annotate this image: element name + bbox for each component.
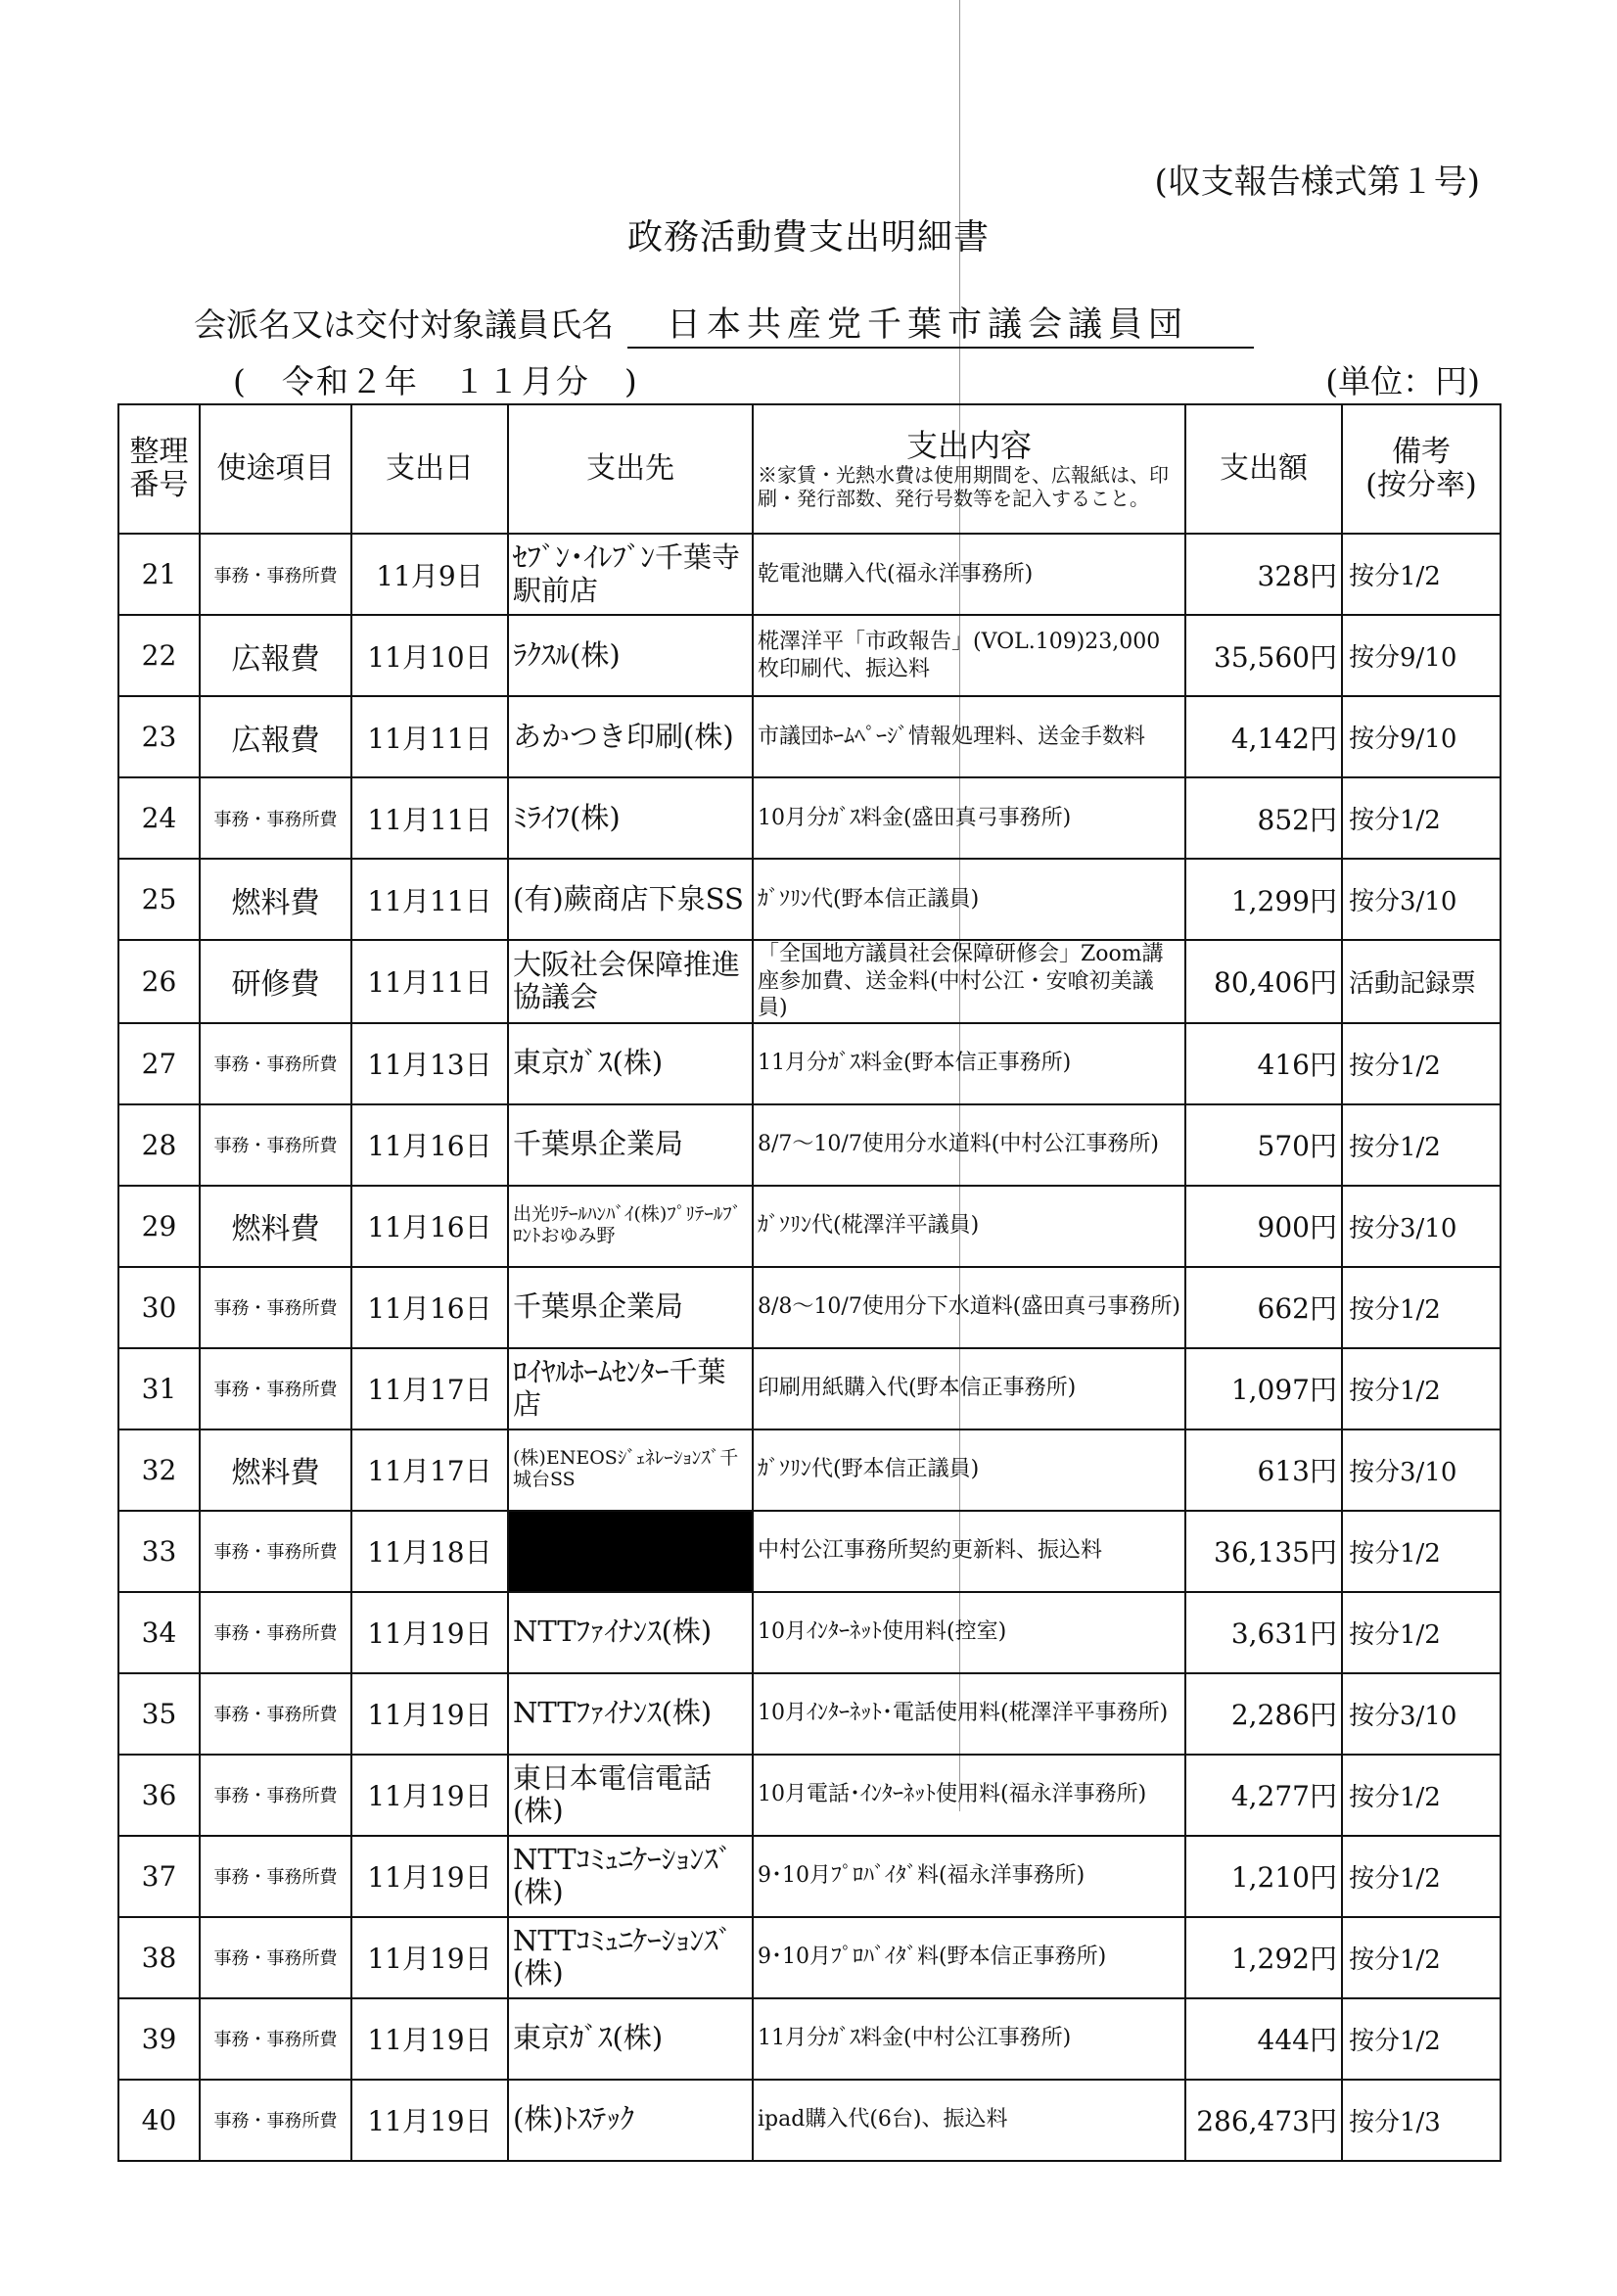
row-number: 37 bbox=[118, 1836, 200, 1917]
row-date: 11月18日 bbox=[351, 1511, 508, 1592]
row-payee: 出光ﾘﾃｰﾙﾊﾝﾊﾞｲ(株)ﾌﾟﾘﾃｰﾙﾌﾞﾛﾝﾄおゆみ野 bbox=[508, 1186, 753, 1267]
row-note: 按分1/2 bbox=[1342, 777, 1501, 859]
row-date: 11月13日 bbox=[351, 1023, 508, 1104]
row-category: 広報費 bbox=[200, 696, 351, 777]
row-payee: 東京ｶﾞｽ(株) bbox=[508, 1023, 753, 1104]
row-payee: 東日本電信電話(株) bbox=[508, 1755, 753, 1836]
faction-name: 日本共産党千葉市議会議員団 bbox=[627, 298, 1254, 349]
row-date: 11月19日 bbox=[351, 1673, 508, 1755]
row-number: 30 bbox=[118, 1267, 200, 1348]
row-note: 按分1/2 bbox=[1342, 1836, 1501, 1917]
row-note: 按分1/2 bbox=[1342, 1917, 1501, 1998]
row-description: 「全国地方議員社会保障研修会」Zoom講座参加費、送金料(中村公江・安喰初美議員) bbox=[753, 940, 1185, 1023]
row-category: 事務・事務所費 bbox=[200, 777, 351, 859]
row-description: 9･10月ﾌﾟﾛﾊﾞｲﾀﾞ料(野本信正事務所) bbox=[753, 1917, 1185, 1998]
row-amount: 1,097円 bbox=[1185, 1348, 1342, 1429]
table-row bbox=[118, 1917, 1501, 1998]
row-category: 事務・事務所費 bbox=[200, 1267, 351, 1348]
row-description: 印刷用紙購入代(野本信正事務所) bbox=[753, 1348, 1185, 1429]
redacted-payee bbox=[508, 1511, 753, 1592]
row-date: 11月19日 bbox=[351, 1755, 508, 1836]
row-category: 燃料費 bbox=[200, 1429, 351, 1511]
row-amount: 35,560円 bbox=[1185, 615, 1342, 696]
row-amount: 1,299円 bbox=[1185, 859, 1342, 940]
row-note: 按分1/2 bbox=[1342, 1104, 1501, 1186]
row-amount: 328円 bbox=[1185, 534, 1342, 615]
row-note: 按分1/2 bbox=[1342, 1348, 1501, 1429]
row-category: 事務・事務所費 bbox=[200, 2080, 351, 2161]
table-row bbox=[118, 696, 1501, 777]
row-amount: 416円 bbox=[1185, 1023, 1342, 1104]
row-note: 按分1/2 bbox=[1342, 1755, 1501, 1836]
row-note: 按分1/2 bbox=[1342, 1998, 1501, 2080]
table-header-row bbox=[118, 404, 1501, 534]
row-category: 事務・事務所費 bbox=[200, 1511, 351, 1592]
row-number: 29 bbox=[118, 1186, 200, 1267]
row-date: 11月19日 bbox=[351, 1998, 508, 2080]
row-note: 活動記録票 bbox=[1342, 940, 1501, 1023]
row-date: 11月10日 bbox=[351, 615, 508, 696]
row-category: 事務・事務所費 bbox=[200, 1917, 351, 1998]
row-amount: 570円 bbox=[1185, 1104, 1342, 1186]
row-category: 広報費 bbox=[200, 615, 351, 696]
row-number: 26 bbox=[118, 940, 200, 1023]
row-number: 25 bbox=[118, 859, 200, 940]
header-remarks-sub: (按分率) bbox=[1365, 468, 1477, 502]
row-category: 事務・事務所費 bbox=[200, 1673, 351, 1755]
row-description: 10月電話･ｲﾝﾀｰﾈｯﾄ使用料(福永洋事務所) bbox=[753, 1755, 1185, 1836]
row-note: 按分1/2 bbox=[1342, 1592, 1501, 1673]
row-note: 按分3/10 bbox=[1342, 859, 1501, 940]
row-description: 10月分ｶﾞｽ料金(盛田真弓事務所) bbox=[753, 777, 1185, 859]
row-payee: ﾐﾗｲﾌ(株) bbox=[508, 777, 753, 859]
row-date: 11月19日 bbox=[351, 1917, 508, 1998]
row-date: 11月19日 bbox=[351, 1836, 508, 1917]
row-number: 35 bbox=[118, 1673, 200, 1755]
table-row bbox=[118, 615, 1501, 696]
row-note: 按分3/10 bbox=[1342, 1429, 1501, 1511]
row-category: 事務・事務所費 bbox=[200, 534, 351, 615]
row-payee: NTTﾌｧｲﾅﾝｽ(株) bbox=[508, 1673, 753, 1755]
table-row bbox=[118, 1592, 1501, 1673]
row-payee: NTTｺﾐｭﾆｹｰｼｮﾝｽﾞ(株) bbox=[508, 1836, 753, 1917]
row-amount: 444円 bbox=[1185, 1998, 1342, 2080]
table-row bbox=[118, 1836, 1501, 1917]
row-category: 事務・事務所費 bbox=[200, 1755, 351, 1836]
table-row bbox=[118, 1186, 1501, 1267]
faction-row bbox=[194, 298, 1254, 349]
row-description: ｶﾞｿﾘﾝ代(椛澤洋平議員) bbox=[753, 1186, 1185, 1267]
header-payee: 支出先 bbox=[508, 404, 753, 534]
row-number: 24 bbox=[118, 777, 200, 859]
row-category: 研修費 bbox=[200, 940, 351, 1023]
faction-label: 会派名又は交付対象議員氏名 bbox=[194, 305, 614, 344]
row-number: 31 bbox=[118, 1348, 200, 1429]
header-content-label: 支出内容 bbox=[905, 426, 1032, 464]
row-payee: (株)ENEOSｼﾞｪﾈﾚｰｼｮﾝｽﾞ千城台SS bbox=[508, 1429, 753, 1511]
row-description: ｶﾞｿﾘﾝ代(野本信正議員) bbox=[753, 859, 1185, 940]
table-row bbox=[118, 1511, 1501, 1592]
row-number: 40 bbox=[118, 2080, 200, 2161]
header-no: 整理番号 bbox=[118, 404, 200, 534]
row-category: 事務・事務所費 bbox=[200, 1998, 351, 2080]
row-note: 按分9/10 bbox=[1342, 696, 1501, 777]
table-row bbox=[118, 1023, 1501, 1104]
row-payee: ﾛｲﾔﾙﾎｰﾑｾﾝﾀｰ千葉店 bbox=[508, 1348, 753, 1429]
row-description: 8/8～10/7使用分下水道料(盛田真弓事務所) bbox=[753, 1267, 1185, 1348]
row-note: 按分1/3 bbox=[1342, 2080, 1501, 2161]
row-number: 32 bbox=[118, 1429, 200, 1511]
row-payee: 東京ｶﾞｽ(株) bbox=[508, 1998, 753, 2080]
table-row bbox=[118, 1998, 1501, 2080]
table-row bbox=[118, 1673, 1501, 1755]
row-payee: (株)ﾄｽﾃｯｸ bbox=[508, 2080, 753, 2161]
row-number: 38 bbox=[118, 1917, 200, 1998]
row-date: 11月17日 bbox=[351, 1348, 508, 1429]
row-amount: 4,277円 bbox=[1185, 1755, 1342, 1836]
row-description: 8/7～10/7使用分水道料(中村公江事務所) bbox=[753, 1104, 1185, 1186]
row-number: 21 bbox=[118, 534, 200, 615]
row-amount: 1,210円 bbox=[1185, 1836, 1342, 1917]
table-row bbox=[118, 1348, 1501, 1429]
header-remarks-label: 備考 bbox=[1392, 434, 1451, 469]
row-category: 事務・事務所費 bbox=[200, 1104, 351, 1186]
row-description: 10月ｲﾝﾀｰﾈｯﾄ･電話使用料(椛澤洋平事務所) bbox=[753, 1673, 1185, 1755]
row-description: 10月ｲﾝﾀｰﾈｯﾄ使用料(控室) bbox=[753, 1592, 1185, 1673]
row-payee: ｾﾌﾞﾝ･ｲﾚﾌﾞﾝ千葉寺駅前店 bbox=[508, 534, 753, 615]
row-number: 23 bbox=[118, 696, 200, 777]
expense-table bbox=[117, 403, 1502, 2162]
row-description: 9･10月ﾌﾟﾛﾊﾞｲﾀﾞ料(福永洋事務所) bbox=[753, 1836, 1185, 1917]
row-date: 11月19日 bbox=[351, 1592, 508, 1673]
row-payee: 千葉県企業局 bbox=[508, 1267, 753, 1348]
row-note: 按分1/2 bbox=[1342, 1023, 1501, 1104]
table-row bbox=[118, 940, 1501, 1023]
row-number: 34 bbox=[118, 1592, 200, 1673]
row-date: 11月16日 bbox=[351, 1267, 508, 1348]
table-row bbox=[118, 777, 1501, 859]
row-number: 36 bbox=[118, 1755, 200, 1836]
row-amount: 852円 bbox=[1185, 777, 1342, 859]
row-description: 市議団ﾎｰﾑﾍﾟｰｼﾞ情報処理料、送金手数料 bbox=[753, 696, 1185, 777]
header-amount: 支出額 bbox=[1185, 404, 1342, 534]
row-amount: 4,142円 bbox=[1185, 696, 1342, 777]
row-date: 11月11日 bbox=[351, 940, 508, 1023]
row-date: 11月17日 bbox=[351, 1429, 508, 1511]
table-row bbox=[118, 2080, 1501, 2161]
row-payee: あかつき印刷(株) bbox=[508, 696, 753, 777]
row-note: 按分3/10 bbox=[1342, 1673, 1501, 1755]
row-note: 按分3/10 bbox=[1342, 1186, 1501, 1267]
row-amount: 80,406円 bbox=[1185, 940, 1342, 1023]
row-category: 事務・事務所費 bbox=[200, 1023, 351, 1104]
row-date: 11月11日 bbox=[351, 696, 508, 777]
row-description: ｶﾞｿﾘﾝ代(野本信正議員) bbox=[753, 1429, 1185, 1511]
header-date: 支出日 bbox=[351, 404, 508, 534]
row-amount: 36,135円 bbox=[1185, 1511, 1342, 1592]
row-note: 按分1/2 bbox=[1342, 534, 1501, 615]
row-description: 11月分ｶﾞｽ料金(野本信正事務所) bbox=[753, 1023, 1185, 1104]
table-row bbox=[118, 1267, 1501, 1348]
row-note: 按分1/2 bbox=[1342, 1267, 1501, 1348]
row-description: 乾電池購入代(福永洋事務所) bbox=[753, 534, 1185, 615]
table-row bbox=[118, 1429, 1501, 1511]
row-date: 11月16日 bbox=[351, 1186, 508, 1267]
row-number: 28 bbox=[118, 1104, 200, 1186]
row-date: 11月11日 bbox=[351, 777, 508, 859]
form-number: (収支報告様式第１号) bbox=[1154, 163, 1480, 202]
row-date: 11月11日 bbox=[351, 859, 508, 940]
row-amount: 662円 bbox=[1185, 1267, 1342, 1348]
row-note: 按分1/2 bbox=[1342, 1511, 1501, 1592]
row-category: 事務・事務所費 bbox=[200, 1592, 351, 1673]
table-row bbox=[118, 859, 1501, 940]
row-amount: 2,286円 bbox=[1185, 1673, 1342, 1755]
row-number: 33 bbox=[118, 1511, 200, 1592]
row-description: 椛澤洋平「市政報告」(VOL.109)23,000枚印刷代、振込料 bbox=[753, 615, 1185, 696]
row-description: ipad購入代(6台)、振込料 bbox=[753, 2080, 1185, 2161]
table-row bbox=[118, 1104, 1501, 1186]
row-description: 11月分ｶﾞｽ料金(中村公江事務所) bbox=[753, 1998, 1185, 2080]
header-content-note: ※家賃・光熱水費は使用期間を、広報紙は、印刷・発行部数、発行号数等を記入すること。 bbox=[758, 463, 1169, 511]
header-content bbox=[753, 404, 1185, 534]
table-body bbox=[118, 534, 1501, 2161]
row-payee: 大阪社会保障推進協議会 bbox=[508, 940, 753, 1023]
table-row bbox=[118, 1755, 1501, 1836]
row-number: 27 bbox=[118, 1023, 200, 1104]
row-description: 中村公江事務所契約更新料、振込料 bbox=[753, 1511, 1185, 1592]
row-amount: 1,292円 bbox=[1185, 1917, 1342, 1998]
row-payee: (有)蕨商店下泉SS bbox=[508, 859, 753, 940]
header-remarks bbox=[1342, 404, 1501, 534]
table-row bbox=[118, 534, 1501, 615]
header-category: 使途項目 bbox=[200, 404, 351, 534]
row-date: 11月19日 bbox=[351, 2080, 508, 2161]
row-amount: 900円 bbox=[1185, 1186, 1342, 1267]
row-number: 22 bbox=[118, 615, 200, 696]
row-number: 39 bbox=[118, 1998, 200, 2080]
row-category: 燃料費 bbox=[200, 1186, 351, 1267]
currency-unit: (単位：円) bbox=[1325, 362, 1480, 400]
row-payee: ﾗｸｽﾙ(株) bbox=[508, 615, 753, 696]
row-category: 事務・事務所費 bbox=[200, 1836, 351, 1917]
row-note: 按分9/10 bbox=[1342, 615, 1501, 696]
row-category: 燃料費 bbox=[200, 859, 351, 940]
row-amount: 613円 bbox=[1185, 1429, 1342, 1511]
document-title: 政務活動費支出明細書 bbox=[626, 217, 990, 258]
row-payee: NTTｺﾐｭﾆｹｰｼｮﾝｽﾞ(株) bbox=[508, 1917, 753, 1998]
row-payee: NTTﾌｧｲﾅﾝｽ(株) bbox=[508, 1592, 753, 1673]
reporting-period: ( 令和２年 １１月分 ) bbox=[233, 362, 639, 400]
row-date: 11月9日 bbox=[351, 534, 508, 615]
row-payee: 千葉県企業局 bbox=[508, 1104, 753, 1186]
row-category: 事務・事務所費 bbox=[200, 1348, 351, 1429]
row-amount: 3,631円 bbox=[1185, 1592, 1342, 1673]
row-date: 11月16日 bbox=[351, 1104, 508, 1186]
row-amount: 286,473円 bbox=[1185, 2080, 1342, 2161]
